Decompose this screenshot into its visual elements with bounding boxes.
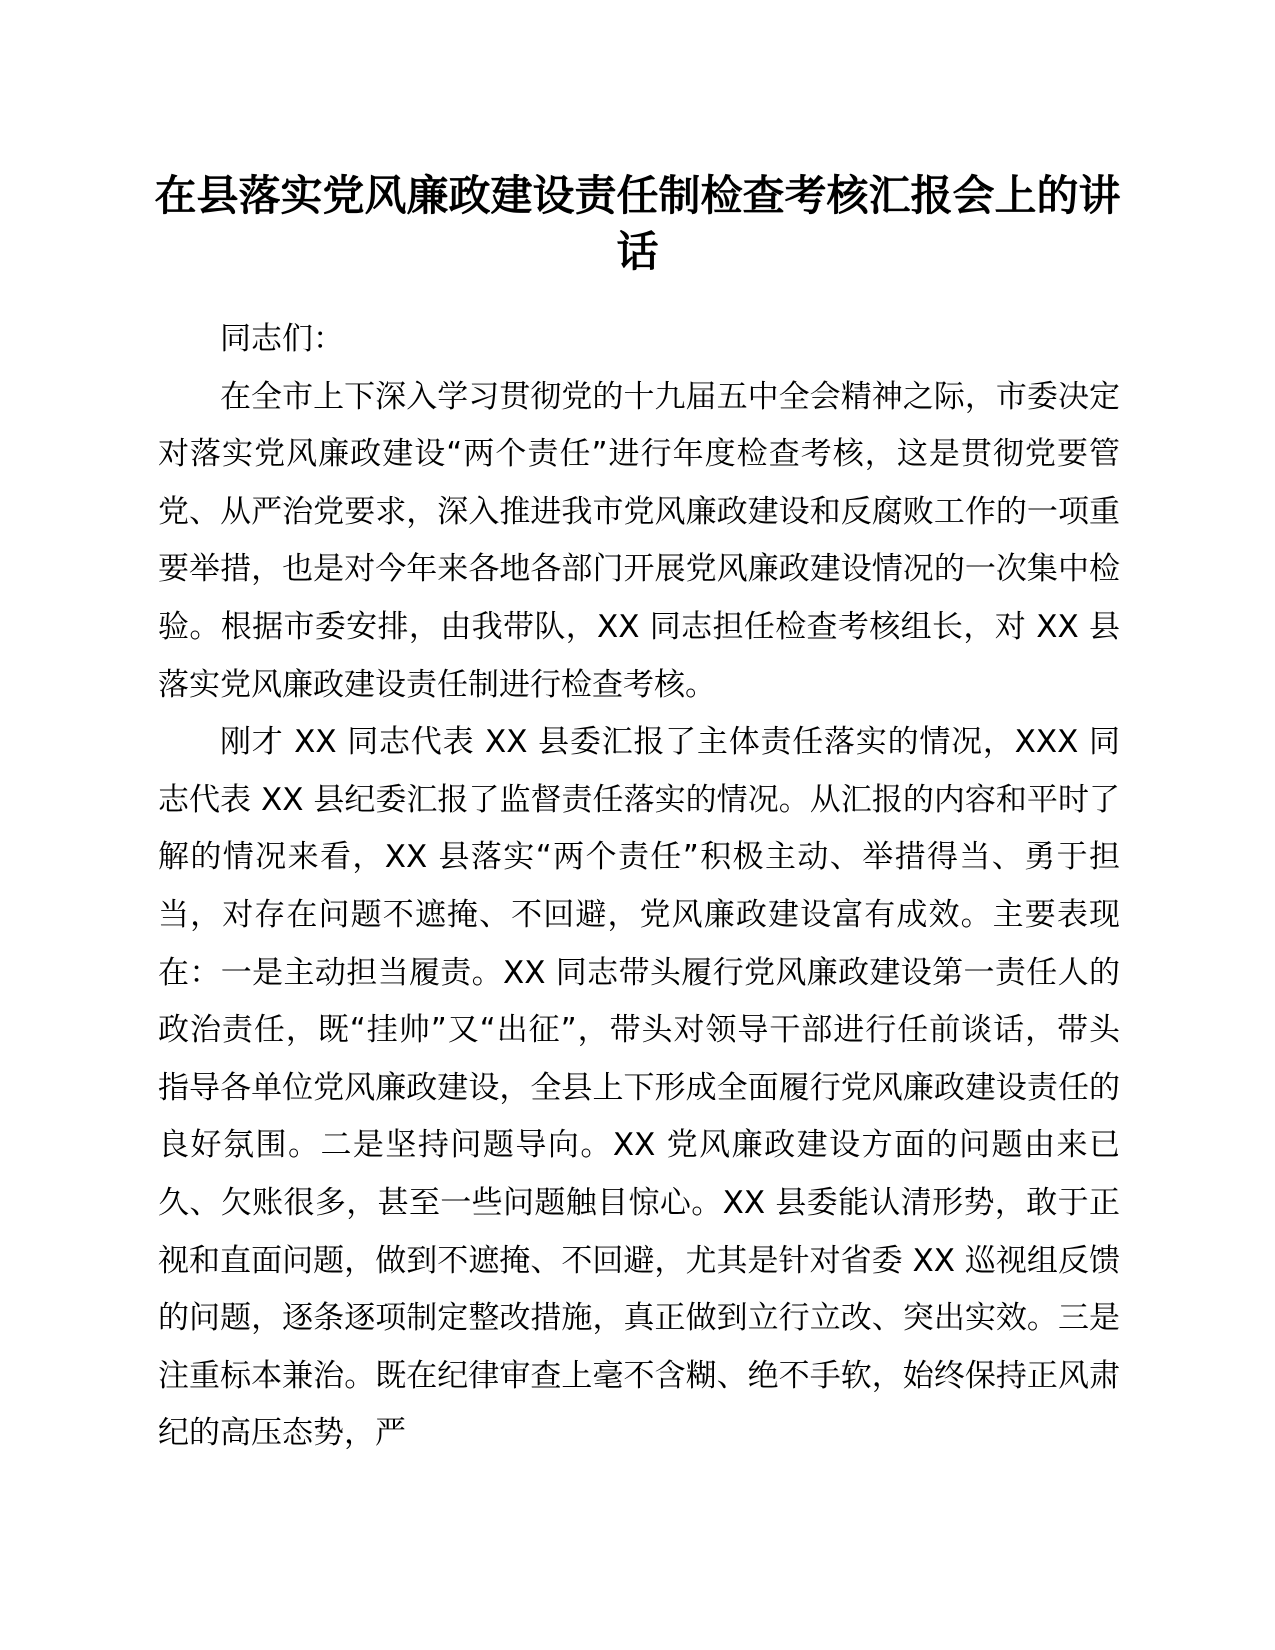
paragraph-1: 在全市上下深入学习贯彻党的十九届五中全会精神之际，市委决定对落实党风廉政建设“两个责任”进行年度检查考核，这是贯彻党要管党、从严治党要求，深入推进我市党风廉政建设和反腐败工作的一项重要举措，也是对今年来各地各部门开展党风廉政建设情况的一次集中检验。根据市委安排，由我带队，XX 同志担任检查考核组长，对 XX 县落实党风廉政建设责任制进行检查考核。 bbox=[158, 378, 1120, 703]
paragraph-2: 刚才 XX 同志代表 XX 县委汇报了主体责任落实的情况，XXX 同志代表 XX 县纪委汇报了监督责任落实的情况。从汇报的内容和平时了解的情况来看，XX 县落实“两个责任”积极主动、举措得当、勇于担当，对存在问题不遮掩、不回避，党风廉政建设富有成效。主要表现在：一是主动担当履责。XX 同志带头履行党风廉政建设第一责任人的政治责任，既“挂帅”又“出征”，带头对领导干部进行任前谈话，带头指导各单位党风廉政建设，全县上下形成全面履行党风廉政建设责任的良好氛围。二是坚持问题导向。XX 党风廉政建设方面的问题由来已久、欠账很多，甚至一些问题触目惊心。XX 县委能认清形势，敢于正视和直面问题，做到不遮掩、不回避，尤其是针对省委 XX 巡视组反馈的问题，逐条逐项制定整改措施，真正做到立行立改、突出实效。三是注重标本兼治。既在纪律审查上毫不含糊、绝不手软，始终保持正风肃纪的高压态势，严 bbox=[158, 724, 1120, 1452]
document-body bbox=[158, 311, 1120, 1463]
document-title: 在县落实党风廉政建设责任制检查考核汇报会上的讲话 bbox=[154, 171, 1121, 276]
salutation: 同志们： bbox=[220, 321, 344, 357]
